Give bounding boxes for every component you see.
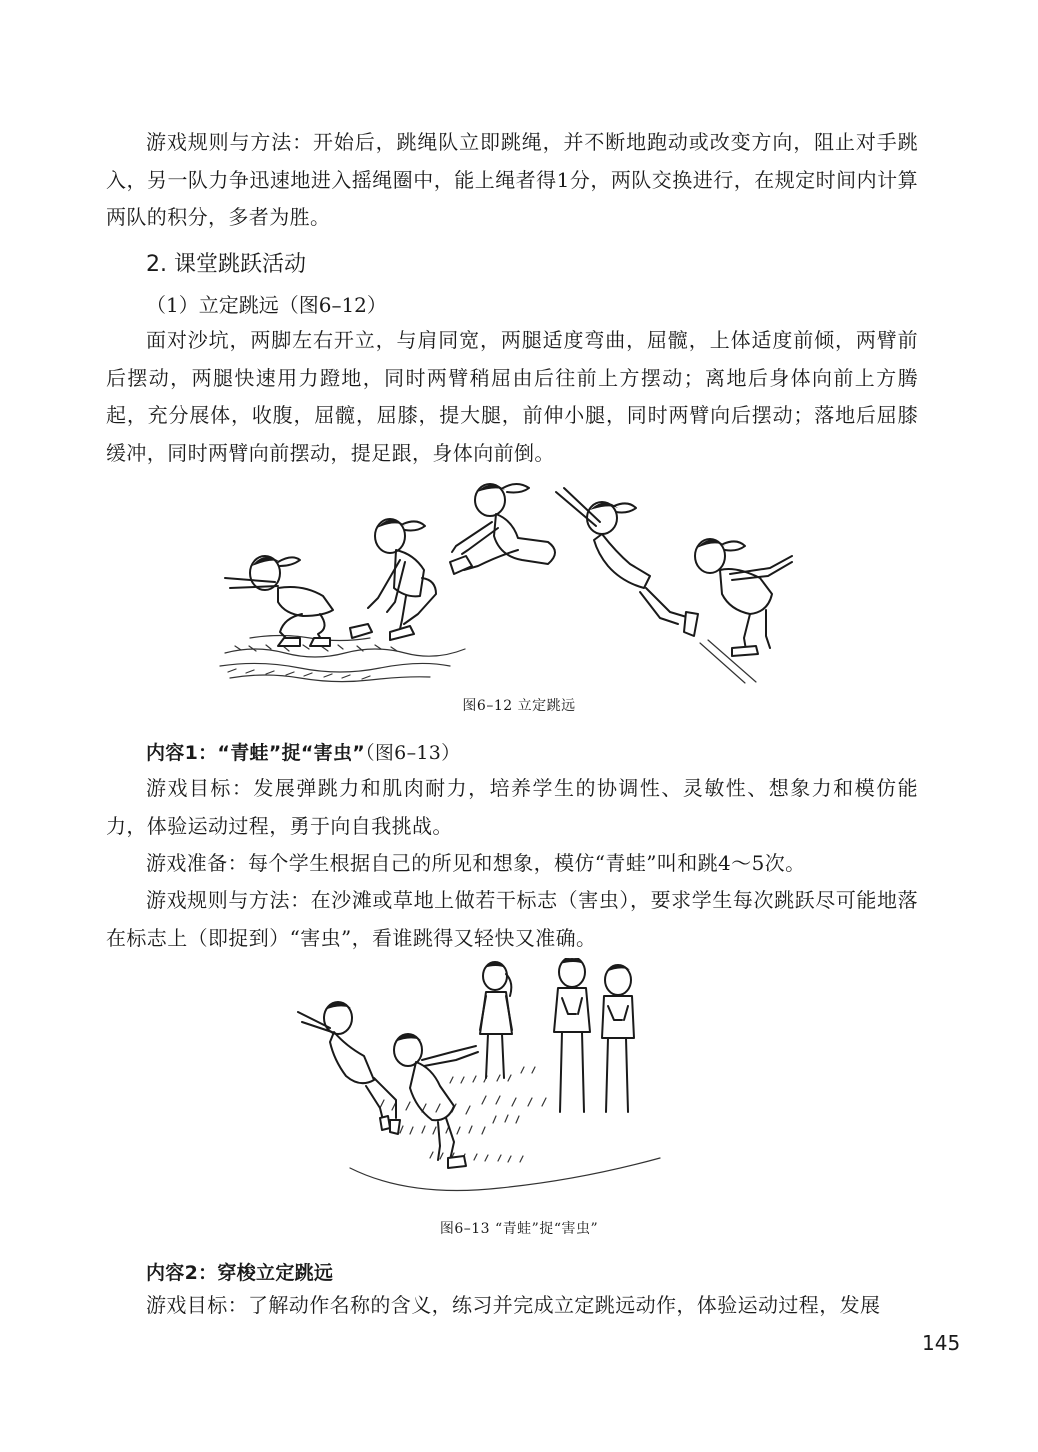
girl-standing <box>480 962 512 1078</box>
standing-long-jump-illustration <box>210 478 810 693</box>
content1-label: 内容1：“青蛙”捉“害虫” <box>146 742 366 764</box>
figure-caption-6-12: 图6–12 立定跳远 <box>462 698 576 714</box>
jumper-flight-extended <box>556 488 698 636</box>
subheading-standing-long-jump: （1）立定跳远（图6–12） <box>146 293 387 317</box>
boy-jumping-left <box>298 1002 400 1134</box>
girl-clapping <box>554 958 590 1112</box>
paragraph-game-goal-2: 游戏目标：了解动作名称的含义，练习并完成立定跳远动作，体验运动过程，发展 <box>146 1293 881 1317</box>
figure-frog-catch-pest <box>290 958 670 1208</box>
figure-caption-6-13: 图6–13 “青蛙”捉“害虫” <box>439 1221 599 1237</box>
content1-figure-ref: （图6–13） <box>365 742 461 764</box>
paragraph-game-goal-1: 游戏目标：发展弹跳力和肌肉耐力，培养学生的协调性、灵敏性、想象力和模仿能力，体验运动过程，勇于向自我挑战。 <box>106 776 918 838</box>
content2-heading: 内容2：穿梭立定跳远 <box>146 1262 334 1284</box>
paragraph-rules-jump-rope: 游戏规则与方法：开始后，跳绳队立即跳绳，并不断地跑动或改变方向，阻止对手跳入，另一队力争迅速地进入摇绳圈中，能上绳者得1分，两队交换进行，在规定时间内计算两队的积分，多者为胜。 <box>106 130 918 229</box>
boy-clapping <box>602 964 634 1112</box>
figure-standing-long-jump <box>210 478 810 693</box>
paragraph-game-rules-2: 游戏规则与方法：在沙滩或草地上做若干标志（害虫），要求学生每次跳跃尽可能地落在标志上（即捉到）“害虫”，看谁跳得又轻快又准确。 <box>106 888 918 950</box>
section-heading: 2. 课堂跳跃活动 <box>146 252 306 277</box>
page-number: 145 <box>922 1331 961 1355</box>
frog-catch-pest-illustration <box>290 958 670 1208</box>
paragraph-game-prep: 游戏准备：每个学生根据自己的所见和想象，模仿“青蛙”叫和跳4～5次。 <box>146 851 806 875</box>
paragraph-technique: 面对沙坑，两脚左右开立，与肩同宽，两腿适度弯曲，屈髋，上体适度前倾，两臂前后摆动，两腿快速用力蹬地，同时两臂稍屈由后往前上方摆动；离地后身体向前上方腾起，充分展体，收腹，屈髋，屈膝，提大腿，前伸小腿，同时两臂向后摆动；落地后屈膝缓冲，同时两臂向前摆动，提足跟，身体向前倒。 <box>106 328 918 465</box>
jumper-takeoff <box>350 519 436 640</box>
boy-jumping-center <box>394 1034 478 1168</box>
jumper-flight-tuck <box>450 484 555 574</box>
jumper-crouch <box>225 556 333 646</box>
content1-heading <box>146 738 460 765</box>
jumper-landing <box>695 539 792 656</box>
